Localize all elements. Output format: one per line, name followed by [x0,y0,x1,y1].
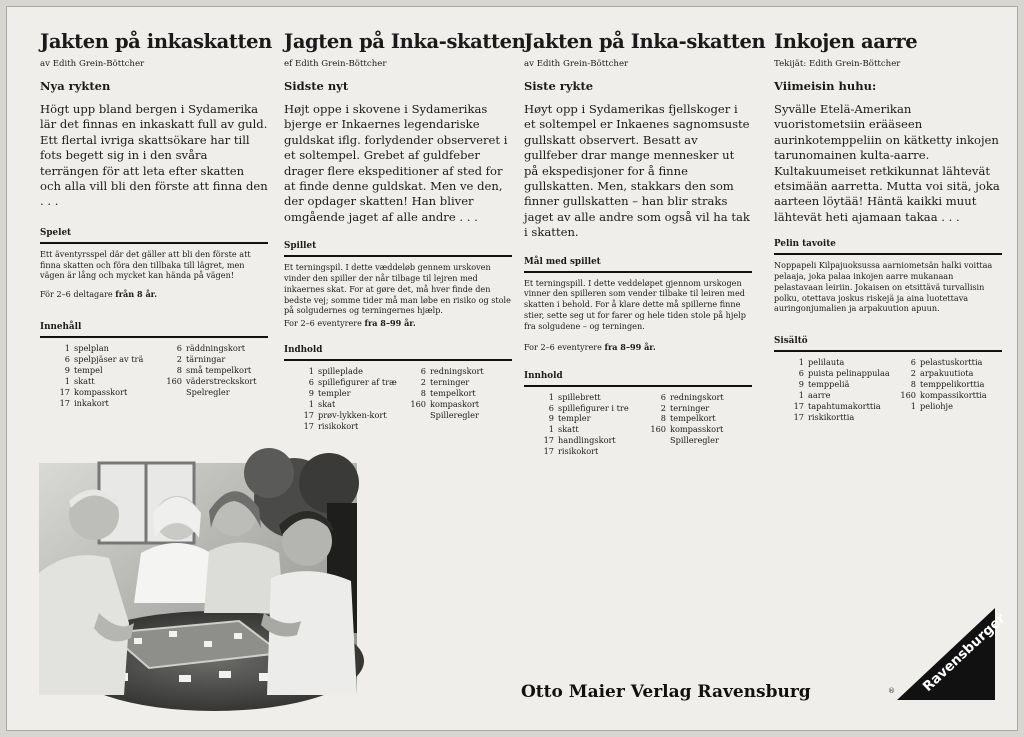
item-count: 1 [798,357,804,368]
contents-item [46,376,158,387]
item-label: handlingskort [558,435,616,446]
contents-item [290,388,402,399]
item-count: 1 [798,389,804,400]
item-label: prøv-lykken-kort [318,409,387,420]
contents-item [530,435,642,446]
age-bold: från 8 år. [115,289,158,300]
contents-item [402,377,512,388]
age-prefix: For 2–6 eventyrere [284,318,365,329]
contents-item [158,376,268,387]
item-label: puista pelinappulaa [808,368,890,379]
item-label: räddningskort [186,343,245,354]
contents-item [46,398,158,409]
registered-mark: ® [888,687,895,695]
item-count: 1 [910,400,916,411]
contents-list [524,392,752,457]
contents-item [290,366,402,377]
game-description: Noppapeli Kilpajuoksussa aarniometsän halki voittaa pelaaja, joka palaa inkojen aarre mukanaan pelastavaan leiriin. Jokaisen on etsittävä turvallisin polku, otettava joskus riskejä ja aina luotettava auringonjumalien ja arpakuution apuun. [774,260,993,314]
contents-section [774,336,1002,422]
item-label: riskikorttia [808,411,855,422]
item-label: templer [558,413,591,424]
column-finnish [774,30,1002,423]
item-count: 6 [660,391,666,402]
ravensburger-logo-icon [897,608,1009,700]
contents-item [892,390,1002,401]
item-label: tapahtumakorttia [808,400,881,411]
item-count: 1 [308,398,314,409]
contents-item [530,413,642,424]
photo-illustration [39,463,357,695]
contents-left [40,343,158,408]
item-label: temppeliä [808,379,850,390]
section-title: Sisältö [774,336,1002,352]
subhead: Siste rykte [524,79,594,93]
contents-item [892,368,1002,379]
contents-item [158,343,268,354]
contents-list [284,366,512,431]
contents-item [530,446,642,457]
item-label: spilleplade [318,366,363,377]
item-label: inkakort [74,397,109,408]
contents-item [290,377,402,388]
item-label: redningskort [430,366,484,377]
item-label: små tempelkort [186,365,252,376]
contents-item [158,365,268,376]
age-prefix: För 2–6 deltagare [40,289,116,300]
title: Jakten på Inka-skatten [524,30,766,53]
logo-text: Ravensburger [919,610,1009,695]
author: av Edith Grein-Böttcher [524,59,629,69]
section-title: Pelin tavoite [774,239,1002,255]
item-label: Spilleregler [670,435,719,446]
item-count [402,410,430,421]
item-count: 17 [793,411,804,422]
contents-section [284,345,512,431]
item-label: Spelregler [186,386,230,397]
item-label: templer [318,388,351,399]
contents-item [402,410,512,421]
item-label: spillefigurer i tre [558,402,629,413]
contents-item [780,390,892,401]
subhead: Nya rykten [40,79,111,93]
contents-item [780,379,892,390]
age-prefix: For 2–6 eventyrere [524,341,605,352]
item-count: 17 [543,446,554,457]
contents-item [892,357,1002,368]
item-count: 6 [548,402,554,413]
item-label: Spilleregler [430,409,479,420]
item-count: 2 [910,368,916,379]
item-count: 2 [660,402,666,413]
item-label: kompassikorttia [920,389,987,400]
contents-item [642,392,752,403]
item-label: tempelkort [670,413,716,424]
author: ef Edith Grein-Böttcher [284,59,387,69]
item-label: tärningar [186,354,226,365]
contents-item [158,387,268,398]
section-title: Spillet [284,241,512,257]
item-label: aarre [808,389,831,400]
item-count: 8 [420,388,426,399]
contents-item [642,435,752,446]
game-description-text: Et terningspil. I dette væddeløb gennem urskoven vinder den spiller der når tilbage til lejren med inkaernes skat. For at gøre det, må hver finde den bedste vej; somme tider må man løbe en risiko og stole på solgudernes og terningernes hjælp. [284,262,511,316]
contents-item [530,392,642,403]
game-section [774,239,1002,314]
item-count: 160 [650,424,666,435]
contents-item [402,366,512,377]
game-description: Et terningspill. I dette veddeløpet gjennom urskogen vinner den spilleren som vender tilbake til leiren med skatten i behold. For å klare dette må spillerne finne stier, sette seg ut for farer og hele tiden stole på hjelp fra solgudene – og terningen. [524,277,746,331]
item-label: spillefigurer af træ [318,377,397,388]
column-swedish [40,30,272,409]
item-count: 9 [64,365,70,376]
item-count: 8 [910,379,916,390]
item-count: 1 [308,366,314,377]
age-info [40,289,268,300]
item-label: arpakuutiota [920,368,974,379]
item-label: kompasskort [670,424,724,435]
contents-item [290,421,402,432]
item-count: 17 [793,400,804,411]
section-title: Innehåll [40,322,268,338]
item-count: 2 [420,377,426,388]
subhead: Sidste nyt [284,79,349,93]
contents-section [524,371,752,457]
contents-list [774,357,1002,422]
item-count: 6 [64,354,70,365]
item-count: 6 [308,377,314,388]
section-title: Mål med spillet [524,257,752,273]
column-norwegian [524,30,766,457]
item-count: 9 [548,413,554,424]
item-label: skatt [558,424,579,435]
contents-item [46,365,158,376]
item-count: 1 [548,424,554,435]
item-label: kompasskort [74,386,128,397]
game-section [284,241,512,329]
age-bold: fra 8–99 år. [364,318,416,329]
column-danish [284,30,526,432]
item-label: tempel [74,365,103,376]
item-count: 17 [303,420,314,431]
intro-text: Højt oppe i skovene i Sydamerikas bjerge er Inkaernes legendariske guldskat iflg. forlydender observeret i et soltempel. Grebet af guldfeber drager flere ekspeditioner af sted for at finde denne guldskat. Men ve den, der opdager skatten! Han bliver omgående jaget af alle andre . . . [284,102,508,224]
item-count: 17 [59,386,70,397]
author: av Edith Grein-Böttcher [40,59,145,69]
contents-left [524,392,642,457]
item-count: 6 [176,343,182,354]
item-count: 1 [548,391,554,402]
item-count: 160 [410,398,426,409]
item-count [642,435,670,446]
game-section [524,257,752,353]
title: Inkojen aarre [774,30,918,53]
publisher-name: Otto Maier Verlag Ravensburg [521,682,811,702]
contents-item [158,354,268,365]
contents-item [780,368,892,379]
intro-text: Høyt opp i Sydamerikas fjellskoger i et soltempel er Inkaenes sagnomsuste gullskatt observert. Besatt av gullfeber drar mange mennesker ut på ekspedisjoner for å finne gullskatten. Men, stakkars den som finner gullskatten – han blir straks jaget av alle andre som også vil ha tak i skatten. [524,102,750,240]
item-count: 6 [798,368,804,379]
item-count: 8 [660,413,666,424]
contents-item [780,412,892,423]
contents-item [530,424,642,435]
contents-item [402,388,512,399]
contents-section [40,322,268,408]
item-label: pelilauta [808,357,845,368]
item-label: terninger [670,402,710,413]
section-title: Innhold [524,371,752,387]
item-count: 8 [176,365,182,376]
item-label: kompaskort [430,398,480,409]
item-label: spelpjäser av trä [74,354,144,365]
game-description [284,262,512,316]
item-label: pelastuskorttia [920,357,983,368]
item-count: 9 [798,379,804,390]
contents-item [46,387,158,398]
ravensburger-logo [897,608,1009,700]
item-label: spillebrett [558,391,601,402]
item-label: peliohje [920,400,953,411]
item-count [158,387,186,398]
contents-item [642,413,752,424]
item-label: skatt [74,375,95,386]
contents-item [780,357,892,368]
item-count: 1 [64,375,70,386]
contents-list [40,343,268,408]
section-title: Spelet [40,228,268,244]
item-count: 17 [303,409,314,420]
game-description: Ett äventyrsspel där det gäller att bli den förste att finna skatten och föra den tillbaka till lägret, men vägen är lång och mycket kan hända på vägen! [40,248,251,281]
item-count: 2 [176,354,182,365]
item-label: skat [318,398,336,409]
age-bold: fra 8–99 år. [604,341,656,352]
item-count: 160 [900,389,916,400]
subhead: Viimeisin huhu: [774,79,877,93]
contents-item [530,403,642,414]
section-title: Indhold [284,345,512,361]
contents-item [892,379,1002,390]
intro-text: Syvälle Etelä-Amerikan vuoristometsiin erääseen aurinkotemppeliin on kätketty inkojen tarunomainen kulta-aarre. Kultakuumeiset retkikunnat lähtevät etsimään aarretta. Mutta voi sitä, joka aarteen löytää! Häntä kaikki muut lähtevät heti ajamaan takaa . . . [774,102,1000,224]
item-count: 9 [308,388,314,399]
contents-item [642,403,752,414]
item-count: 17 [59,397,70,408]
item-label: risikokort [318,420,359,431]
author: Tekijät: Edith Grein-Böttcher [774,59,901,69]
contents-right [892,357,1002,422]
item-label: tempelkort [430,388,476,399]
contents-item [780,401,892,412]
contents-left [774,357,892,422]
item-count: 160 [166,375,182,386]
contents-right [158,343,268,408]
contents-item [892,401,1002,412]
item-label: temppelikorttia [920,379,985,390]
contents-item [642,424,752,435]
item-label: risikokort [558,446,599,457]
item-count: 1 [64,343,70,354]
contents-item [402,399,512,410]
item-count: 6 [420,366,426,377]
item-label: väderstreckskort [186,375,257,386]
intro-text: Högt upp bland bergen i Sydamerika lär det finnas en inkaskatt full av guld. Ett flertal ivriga skattsökare har till fots begett sig in i den svåra terrängen för att leta efter skatten och alla vill bli den förste att finna den . . . [40,102,268,209]
age-info [284,318,512,329]
contents-right [402,366,512,431]
contents-item [290,399,402,410]
item-label: spelplan [74,343,109,354]
family-playing-board-game-photo [39,463,357,695]
game-section [40,228,268,300]
contents-left [284,366,402,431]
item-label: terninger [430,377,470,388]
item-count: 17 [543,435,554,446]
contents-right [642,392,752,457]
title: Jakten på inkaskatten [40,30,272,53]
contents-item [46,343,158,354]
contents-item [290,410,402,421]
contents-item [46,354,158,365]
title: Jagten på Inka-skatten [284,30,526,53]
item-count: 6 [910,357,916,368]
item-label: redningskort [670,391,724,402]
age-info [524,342,752,353]
